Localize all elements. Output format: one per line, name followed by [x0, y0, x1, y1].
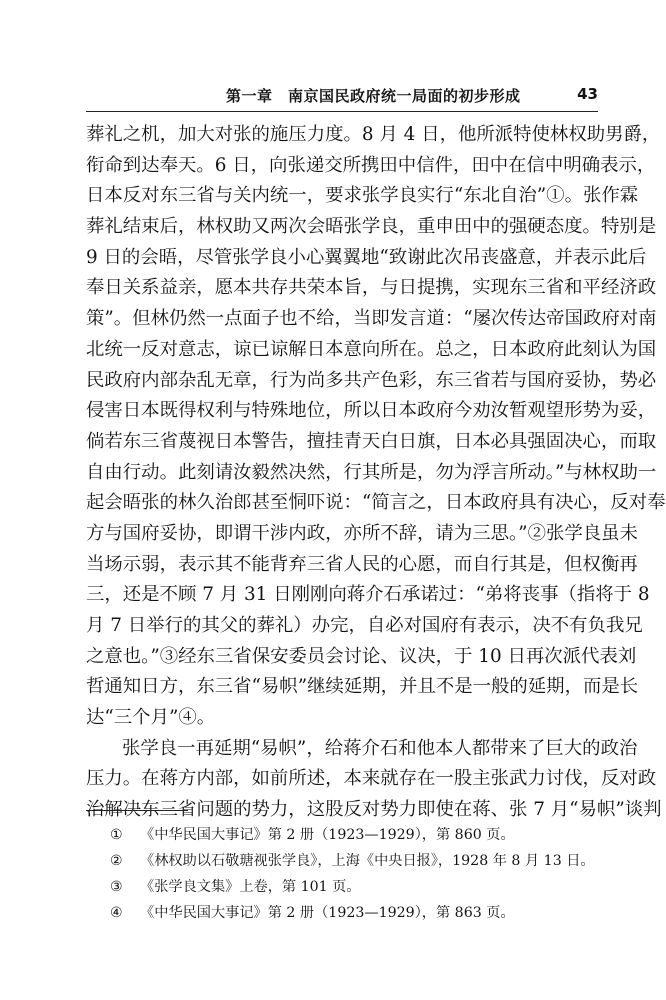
- body-line: 民政府内部杂乱无章，行为尚多共产色彩，东三省若与国府妥协，势必: [86, 369, 657, 391]
- body-line: 张学良一再延期“易帜”，给蒋介石和他本人都带来了巨大的政治: [122, 737, 638, 759]
- footnote-mark: ②: [110, 853, 123, 869]
- body-line: 衔命到达奉天。6 日，向张递交所携田中信件，田中在信中明确表示，: [86, 154, 656, 176]
- body-line: 哲通知日方，东三省“易帜”继续延期，并且不是一般的延期，而是长: [86, 676, 639, 698]
- body-line: 月 7 日举行的其父的葬礼）办完，自必对国府有表示，决不有负我兄: [86, 615, 643, 636]
- footnotes: [110, 822, 595, 926]
- body-line: 策”。但林仍然一点面子也不给，当即发言道：“屡次传达帝国政府对南: [86, 308, 657, 330]
- footnote: [110, 822, 580, 848]
- footnote-mark: ④: [110, 905, 123, 921]
- body-line: 治解决东三省问题的势力，这股反对势力即使在蒋、张 7 月“易帜”谈判: [86, 799, 662, 821]
- footnote-text: 《林权助以石敬瑭视张学良》，上海《中央日报》，1928 年 8 月 13 日。: [140, 853, 595, 869]
- footnote-text: 《中华民国大事记》第 2 册（1923—1929），第 863 页。: [140, 905, 515, 921]
- footnote-mark: ①: [110, 827, 123, 843]
- body-line: 达“三个月”④。: [86, 707, 216, 729]
- body-line: 倘若东三省蔑视日本警告，擅挂青天白日旗，日本必具强固决心，而取: [86, 430, 657, 452]
- page-number: 43: [577, 85, 598, 103]
- footnote-text: 《张学良文集》上卷，第 101 页。: [140, 879, 361, 895]
- body-line: 起会晤张的林久治郎甚至恫吓说：“简言之，日本政府具有决心，反对奉: [86, 492, 666, 514]
- body-line: 侵害日本既得权利与特殊地位，所以日本政府今劝汝暂观望形势为妥，: [86, 400, 657, 422]
- body-line: 日本反对东三省与关内统一，要求张学良实行“东北自治”①。张作霖: [86, 185, 639, 207]
- body-line: 北统一反对意志，谅已谅解日本意向所在。总之，日本政府此刻认为国: [86, 338, 657, 360]
- footnote: [110, 900, 580, 926]
- chapter-title: 第一章 南京国民政府统一局面的初步形成: [226, 87, 521, 105]
- body-line: 9 日的会晤，尽管张学良小心翼翼地“致谢此次吊丧盛意，并表示此后: [86, 246, 647, 268]
- body-line: 葬礼之机，加大对张的施压力度。8 月 4 日，他所派特使林权助男爵，: [86, 124, 661, 145]
- body-line: 葬礼结束后，林权助又两次会晤张学良，重申田中的强硬态度。特别是: [86, 216, 657, 238]
- body-line: 三，还是不顾 7 月 31 日刚刚向蒋介石承诺过：“弟将丧事（指将于 8: [86, 584, 650, 606]
- footnote: [110, 848, 595, 874]
- body-line: 当场示弱，表示其不能背弃三省人民的心愿，而自行其是，但权衡再: [86, 553, 638, 575]
- body-line: 奉日关系益亲，愿本共存共荣本旨，与日提携，实现东三省和平经济政: [86, 277, 657, 299]
- body-line: 之意也。”③经东三省保安委员会讨论、议决，于 10 日再次派代表刘: [86, 645, 637, 667]
- body-line: 方与国府妥协，即谓干涉内政，亦所不辞，请为三思。”②张学良虽未: [86, 522, 638, 544]
- header-rule: [86, 111, 598, 112]
- footnote-rule: [86, 810, 188, 811]
- running-header: [86, 85, 598, 107]
- body-line: 自由行动。此刻请汝毅然决然，行其所是，勿为浮言所动。”与林权助一: [86, 461, 657, 483]
- body-line: 压力。在蒋方内部，如前所述，本来就存在一股主张武力讨伐，反对政: [86, 768, 657, 790]
- body-text: [86, 120, 666, 826]
- footnote-mark: ③: [110, 879, 123, 895]
- footnote-text: 《中华民国大事记》第 2 册（1923—1929），第 860 页。: [140, 827, 515, 843]
- footnote: [110, 874, 580, 900]
